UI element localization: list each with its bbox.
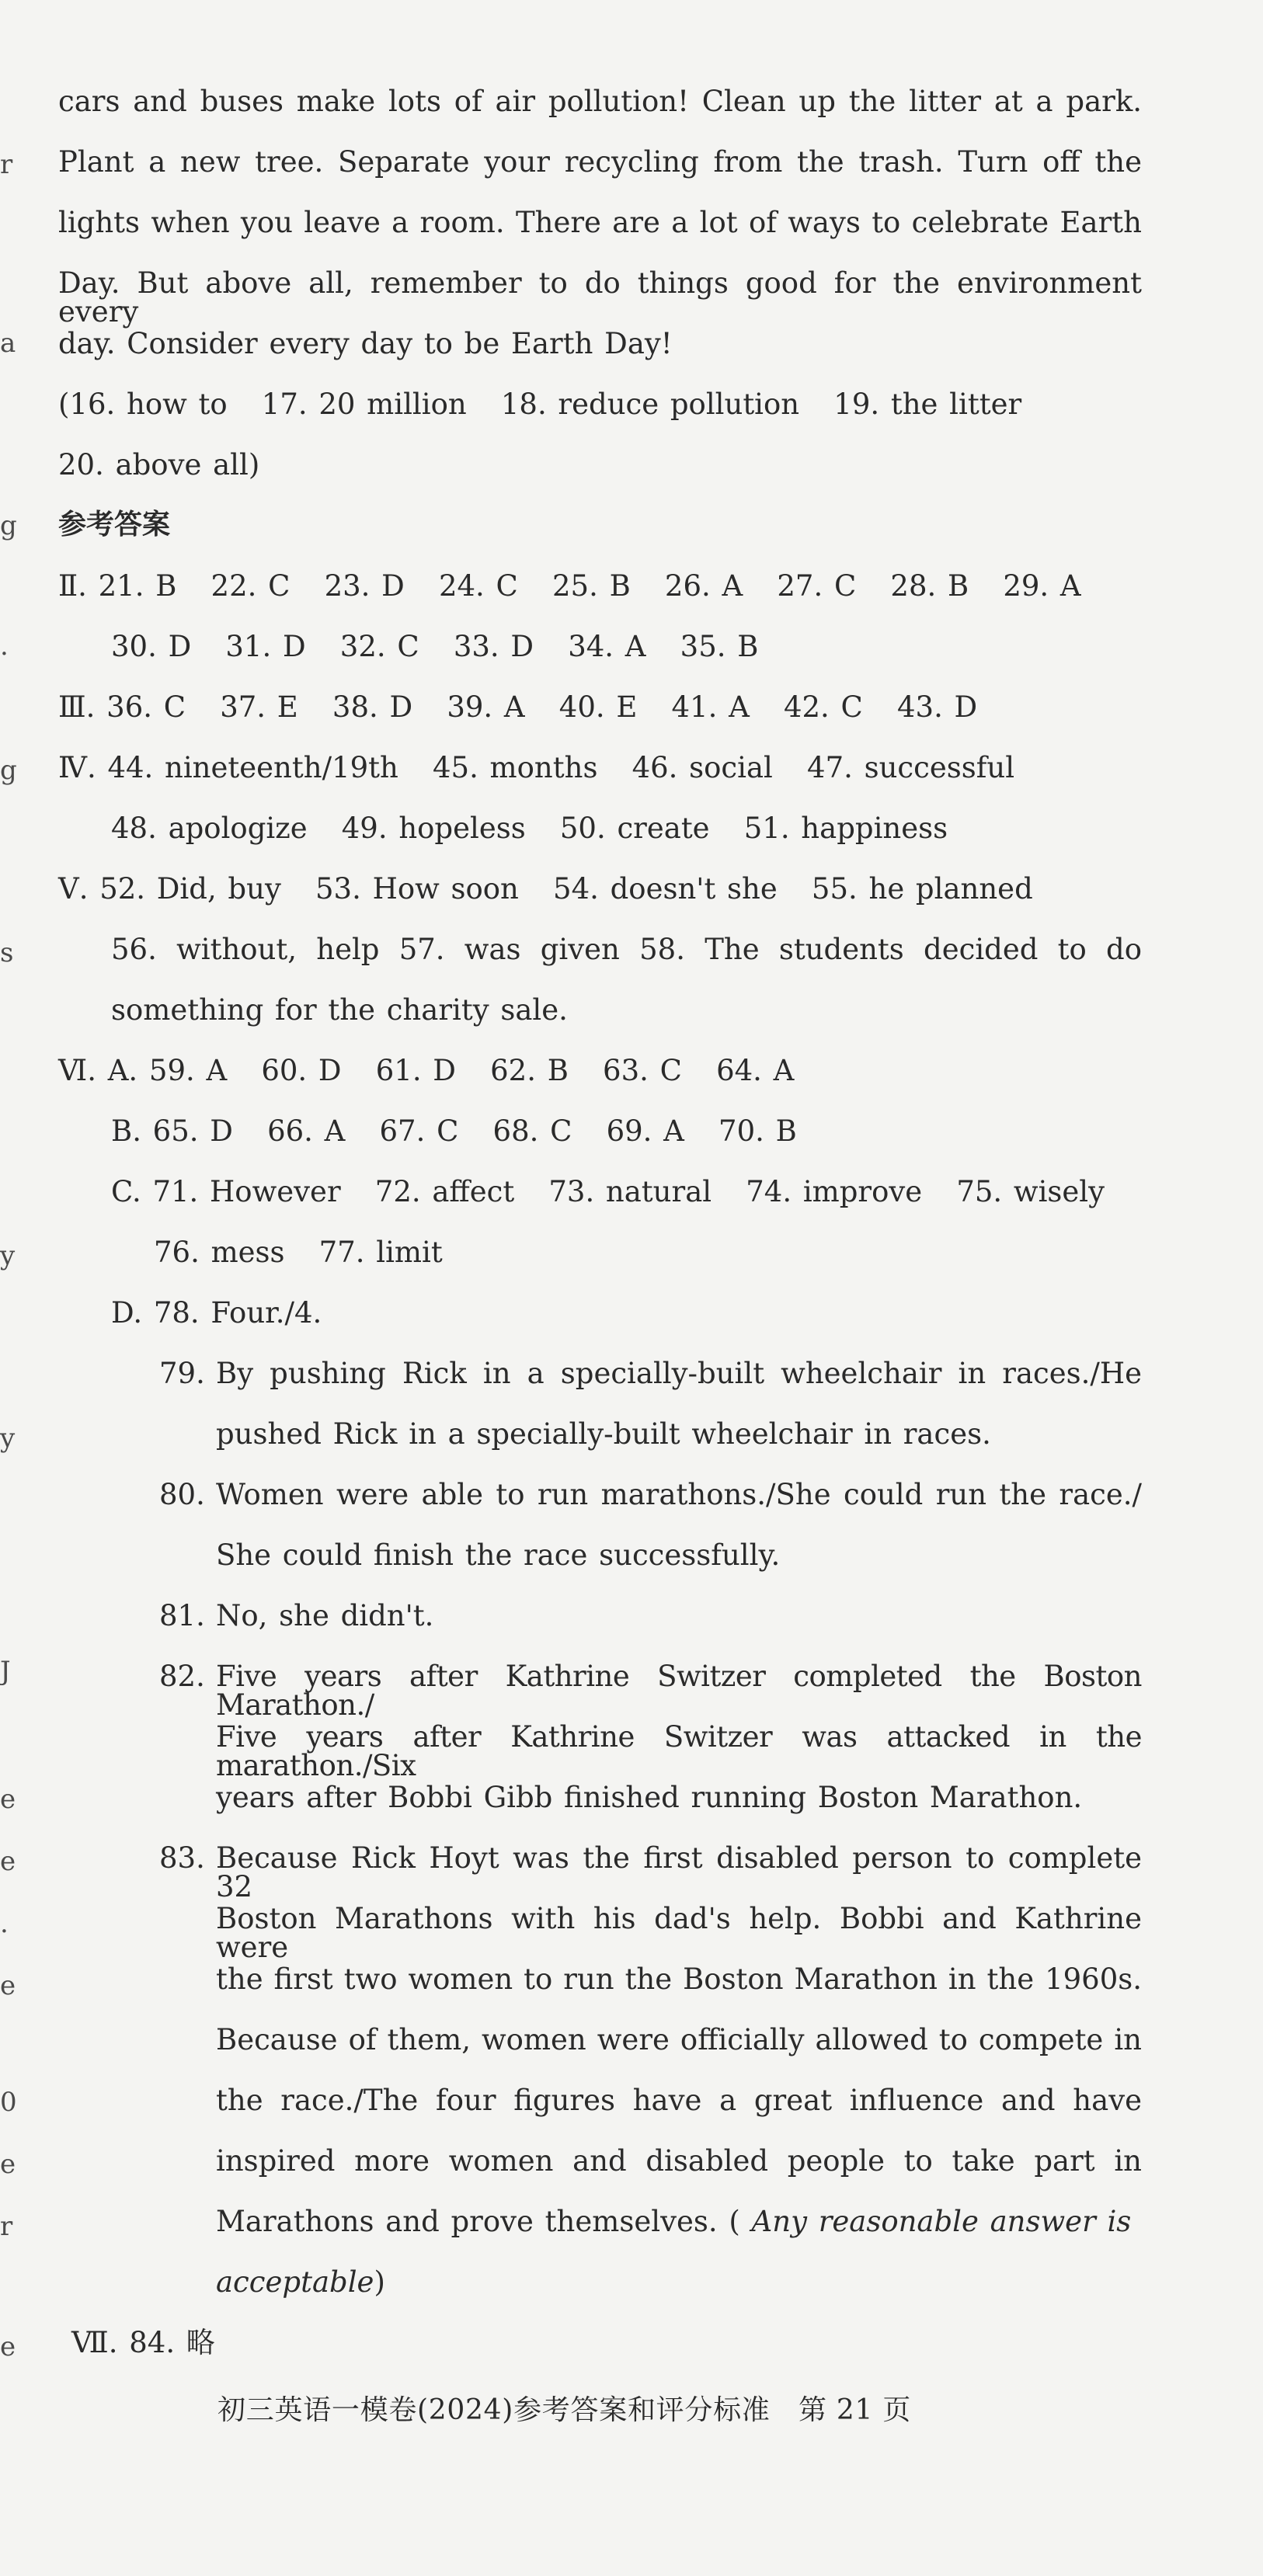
answer-text: Marathons and prove themselves. (	[216, 2205, 740, 2238]
question-number: 80.	[159, 1478, 205, 1511]
answer-line: the race./The four figures have a great influence and have	[216, 2084, 1142, 2117]
answer-note-italic: acceptable	[216, 2265, 374, 2299]
answer-note-italic: Any reasonable answer is	[751, 2205, 1132, 2238]
question-number: 82.	[159, 1660, 205, 1693]
margin-fragment: r	[0, 2211, 13, 2242]
margin-fragment: s	[0, 937, 14, 968]
margin-fragment: g	[0, 755, 17, 786]
answer-line: Because Rick Hoyt was the first disabled person to complete 32	[216, 1841, 1142, 1903]
section-3-line: Ⅲ. 36. C 37. E 38. D 39. A 40. E 41. A 42. C 43. D	[58, 690, 978, 724]
section-6a-line: Ⅵ. A. 59. A 60. D 61. D 62. B 63. C 64. A	[58, 1054, 795, 1087]
question-number: 79.	[159, 1357, 205, 1390]
section-5-line: something for the charity sale.	[111, 993, 568, 1027]
margin-fragment: .	[0, 1908, 9, 1939]
margin-fragment: e	[0, 2149, 16, 2180]
answer-line: years after Bobbi Gibb finished running Boston Marathon.	[216, 1781, 1083, 1814]
answer-line: Five years after Kathrine Switzer was attacked in the marathon./Six	[216, 1720, 1142, 1782]
section-6d-line: D. 78. Four./4.	[111, 1296, 322, 1330]
section-6b-line: B. 65. D 66. A 67. C 68. C 69. A 70. B	[111, 1114, 797, 1148]
transcript-line: cars and buses make lots of air pollution! Clean up the litter at a park.	[58, 85, 1142, 118]
answer-line: She could finish the race successfully.	[216, 1538, 781, 1572]
answer-line: the first two women to run the Boston Marathon in the 1960s.	[216, 1962, 1142, 1996]
margin-fragment: 0	[0, 2087, 17, 2118]
section-2-line: Ⅱ. 21. B 22. C 23. D 24. C 25. B 26. A 27. C 28. B 29. A	[58, 569, 1081, 603]
margin-fragment: g	[0, 510, 17, 541]
answer-line	[216, 2207, 1131, 2236]
question-number: 83.	[159, 1841, 205, 1875]
answer-line: Women were able to run marathons./She could run the race./	[216, 1478, 1142, 1511]
margin-fragment: y	[0, 1240, 16, 1271]
answer-line: pushed Rick in a specially-built wheelchair in races.	[216, 1417, 991, 1451]
margin-fragment: .	[0, 631, 9, 662]
section-6c-line: 76. mess 77. limit	[154, 1236, 443, 1269]
margin-fragment: e	[0, 1846, 16, 1877]
margin-fragment: e	[0, 1784, 16, 1815]
answer-text: )	[374, 2265, 385, 2299]
page-footer: 初三英语一模卷(2024)参考答案和评分标准 第 21 页	[217, 2394, 912, 2426]
section-7-line: Ⅶ. 84. 略	[71, 2326, 215, 2359]
answer-line: No, she didn't.	[216, 1599, 434, 1632]
blanks-answers-line: 20. above all)	[58, 448, 260, 481]
transcript-line: day. Consider every day to be Earth Day!	[58, 327, 673, 360]
margin-fragment: e	[0, 2331, 16, 2362]
answer-line: Because of them, women were officially allowed to compete in	[216, 2023, 1142, 2056]
blanks-answers-line: (16. how to 17. 20 million 18. reduce pollution 19. the litter	[58, 388, 1022, 421]
answer-line: Five years after Kathrine Switzer completed the Boston Marathon./	[216, 1660, 1142, 1722]
section-5-line: Ⅴ. 52. Did, buy 53. How soon 54. doesn't she 55. he planned	[58, 872, 1033, 906]
answer-line	[216, 2265, 385, 2299]
answer-line: By pushing Rick in a specially-built wheelchair in races./He	[216, 1357, 1142, 1390]
answer-line: inspired more women and disabled people to take part in	[216, 2144, 1142, 2178]
answers-heading: 参考答案	[58, 509, 171, 541]
answer-line: Boston Marathons with his dad's help. Bobbi and Kathrine were	[216, 1902, 1142, 1964]
transcript-line: Day. But above all, remember to do things good for the environment every	[58, 266, 1142, 329]
margin-fragment: e	[0, 1970, 16, 2001]
margin-fragment: r	[0, 149, 13, 180]
margin-fragment: y	[0, 1423, 16, 1454]
transcript-line: lights when you leave a room. There are a lot of ways to celebrate Earth	[58, 206, 1142, 239]
section-5-line: 56. without, help 57. was given 58. The students decided to do	[111, 933, 1142, 966]
margin-fragment: a	[0, 328, 16, 359]
section-2-line: 30. D 31. D 32. C 33. D 34. A 35. B	[111, 630, 759, 663]
question-number: 81.	[159, 1599, 205, 1632]
margin-fragment: J	[0, 1656, 11, 1687]
section-4-line: Ⅳ. 44. nineteenth/19th 45. months 46. social 47. successful	[58, 751, 1015, 784]
section-4-line: 48. apologize 49. hopeless 50. create 51. happiness	[111, 812, 948, 845]
transcript-line: Plant a new tree. Separate your recycling from the trash. Turn off the	[58, 145, 1142, 179]
section-6c-line: C. 71. However 72. affect 73. natural 74. improve 75. wisely	[111, 1175, 1105, 1208]
